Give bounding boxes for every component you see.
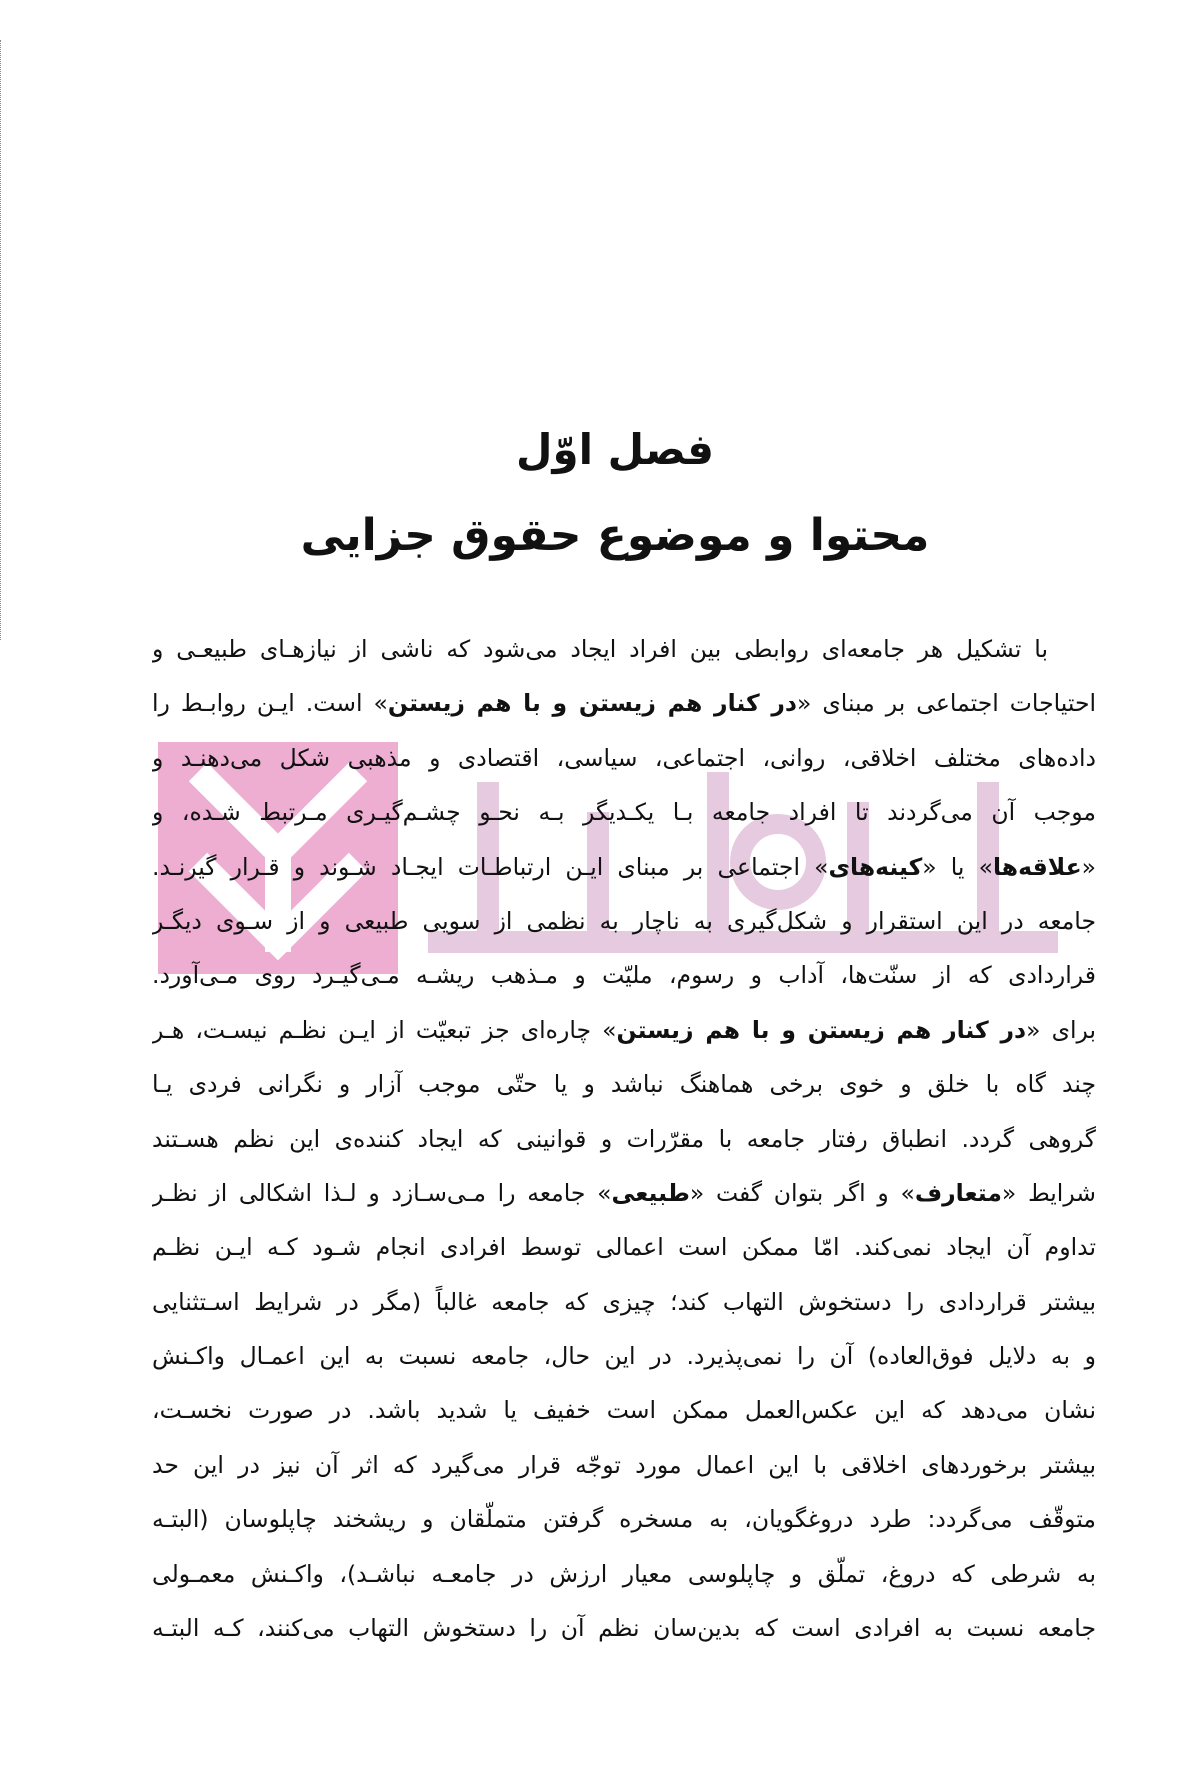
chapter-number: فصل اوّل xyxy=(516,425,714,474)
text-segment: » و اگر بتوان گفت « xyxy=(689,1178,915,1207)
text-segment: شرایط « xyxy=(1001,1178,1096,1207)
text-segment: جامعه در این استقرار و شکل‌گیری به ناچار به نظمی از سویی طبیعی و از سـوی دیگـر xyxy=(152,906,1096,935)
text-segment: نشان می‌دهد که این عکس‌العمل ممکن است خفیف یا شدید باشد. در صورت نخسـت، xyxy=(152,1396,1096,1425)
text-line xyxy=(152,622,1096,676)
text-segment: به شرطی که دروغ، تملّق و چاپلوسی معیار ارزش در جامعـه نباشـد)، واکـنش معمـولی xyxy=(152,1559,1096,1588)
text-segment: بیشتر قراردادی را دستخوش التهاب کند؛ چیزی که جامعه غالباً (مگر در شرایط اسـتثنایی xyxy=(152,1287,1096,1316)
text-segment: موجب آن می‌گردند تا افراد جامعه بـا یکـدیگر بـه نحـو چشـم‌گیـری مـرتبط شـده، و xyxy=(152,798,1096,827)
text-segment: چند گاه با خلق و خوی برخی هماهنگ نباشد و یا حتّی موجب آزار و نگرانی فردی یـا xyxy=(152,1070,1096,1099)
emphasized-term: علاقه‌ها xyxy=(992,852,1082,881)
text-line xyxy=(152,1329,1096,1383)
text-line xyxy=(152,1057,1096,1111)
text-segment: بیشتر برخوردهای اخلاقی با این اعمال مورد توجّه قرار می‌گیرد که اثر آن نیز در این حد xyxy=(152,1450,1096,1479)
emphasized-term: کینه‌های xyxy=(828,852,923,881)
text-segment: برای « xyxy=(1026,1015,1096,1044)
text-line xyxy=(152,894,1096,948)
text-segment: تداوم آن ایجاد نمی‌کند. امّا ممکن است اعمالی توسط افرادی انجام شـود کـه ایـن نظـم xyxy=(152,1233,1096,1262)
text-line xyxy=(152,1112,1096,1166)
text-line xyxy=(152,948,1096,1002)
chapter-title: محتوا و موضوع حقوق جزایی xyxy=(300,510,930,561)
text-segment: » است. ایـن روابـط را xyxy=(152,689,388,718)
emphasized-term: طبیعی xyxy=(611,1178,690,1207)
text-segment: و به دلایل فوق‌العاده) آن را نمی‌پذیرد. در این حال، جامعه نسبت به این اعمـال واکـنش xyxy=(152,1342,1096,1371)
text-segment: » یا « xyxy=(922,852,993,881)
text-segment: متوقّف می‌گردد: طرد دروغگویان، به مسخره گرفتن متملّقان و ریشخند چاپلوسان (البتـه xyxy=(152,1505,1096,1534)
text-line xyxy=(152,1492,1096,1546)
emphasized-term: در کنار هم زیستن و با هم زیستن xyxy=(387,689,797,718)
text-segment: جامعه نسبت به افرادی است که بدین‌سان نظم آن را دستخوش التهاب می‌کنند، کـه البتـه xyxy=(152,1614,1096,1643)
text-segment: » جامعه را مـی‌سـازد و لـذا اشکالی از نظـر xyxy=(152,1178,612,1207)
text-line xyxy=(152,1438,1096,1492)
text-line xyxy=(152,1601,1096,1655)
text-line xyxy=(152,1275,1096,1329)
text-segment: با تشکیل هر جامعه‌ای روابطی بین افراد ایجاد می‌شود که ناشی از نیازهـای طبیعـی و xyxy=(152,635,1048,663)
text-line xyxy=(152,1383,1096,1437)
text-line xyxy=(152,785,1096,839)
body-paragraph xyxy=(152,622,1096,1655)
text-line xyxy=(152,731,1096,785)
text-line xyxy=(152,840,1096,894)
text-segment: « xyxy=(1081,852,1096,881)
emphasized-term: در کنار هم زیستن و با هم زیستن xyxy=(616,1015,1027,1044)
text-segment: احتیاجات اجتماعی بر مبنای « xyxy=(796,689,1096,718)
text-line xyxy=(152,1547,1096,1601)
text-segment: قراردادی که از سنّت‌ها، آداب و رسوم، ملیّت و مـذهب ریشـه مـی‌گیـرد روی مـی‌آورد. xyxy=(152,961,1096,990)
emphasized-term: متعارف xyxy=(914,1178,1002,1207)
text-segment: » چاره‌ای جز تبعیّت از ایـن نظـم نیسـت، هـر xyxy=(152,1015,617,1044)
text-segment: داده‌های مختلف اخلاقی، روانی، اجتماعی، سیاسی، اقتصادی و مذهبی شکل می‌دهنـد و xyxy=(152,743,1096,772)
text-line xyxy=(152,1166,1096,1220)
text-line xyxy=(152,1003,1096,1057)
text-segment: گروهی گردد. انطباق رفتار جامعه با مقرّرات و قوانینی که ایجاد کننده‌ی این نظم هسـتند xyxy=(152,1124,1096,1153)
text-line xyxy=(152,676,1096,730)
page-edge xyxy=(0,40,3,640)
text-line xyxy=(152,1220,1096,1274)
text-segment: » اجتماعی بر مبنای ایـن ارتباطـات ایجـاد شـوند و قـرار گیرنـد. xyxy=(152,852,829,881)
